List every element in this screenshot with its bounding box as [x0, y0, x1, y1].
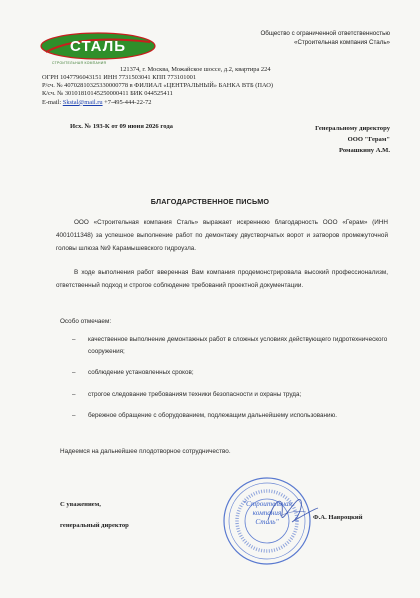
list-item — [72, 410, 390, 422]
handwritten-signature — [262, 486, 322, 536]
highlights-list — [72, 334, 390, 432]
company-name-block — [260, 30, 390, 47]
company-logo — [40, 32, 156, 60]
bullet-dash: – — [72, 369, 76, 376]
signer-position: генеральный директор — [60, 522, 129, 529]
outgoing-number: Исх. № 193-К от 09 июня 2026 года — [70, 123, 173, 130]
list-item-text: бережное обращение с оборудованием, подлежащим дальнейшему использованию. — [88, 412, 338, 419]
signature-block — [60, 494, 129, 536]
company-requisites — [42, 74, 273, 107]
ogrn-line: ОГРН 1047796043151 ИНН 7731503041 КПП 773101001 — [42, 74, 197, 81]
ks-line: К/сч. № 30101810145250000411 БИК 044525411 — [42, 90, 173, 98]
company-line-1: Общество с ограниченной ответственностью — [260, 30, 390, 37]
addressee-line-1: Генеральному директору — [315, 125, 390, 132]
list-item-text: качественное выполнение демонтажных работ в сложных условиях действующего гидротехнического сооружения; — [88, 336, 388, 355]
bullet-dash: – — [72, 390, 76, 398]
paragraph-1: ООО «Строительная компания Сталь» выражает искреннюю благодарность ООО «Герам» (ИНН 4001011348) за успешное выполнение работ по демонтажу двустворчатых ворот и затворов промежуточной головы шлюза №9 Карамышевского гидроузла. — [56, 219, 388, 252]
list-item — [72, 334, 390, 357]
company-address: 121374, г. Москва, Можайское шоссе, д.2, квартира 224 — [120, 66, 271, 73]
bullet-dash: – — [72, 412, 76, 419]
stamp-line-3: Сталь" — [255, 518, 279, 526]
paragraph-3: Особо отмечаем: — [60, 318, 112, 325]
logo-subtitle: СТРОИТЕЛЬНАЯ КОМПАНИЯ — [52, 61, 107, 65]
email-label: E-mail: — [42, 98, 63, 106]
rs-line: Р/сч. № 40702810325330000778 в ФИЛИАЛ «ЦЕНТРАЛЬНЫЙ» БАНКА ВТБ (ПАО) — [42, 82, 274, 90]
letter-title: БЛАГОДАРСТВЕННОЕ ПИСЬМО — [150, 197, 270, 206]
regards-line: С уважением, — [60, 501, 101, 508]
phone-number: +7-495-444-22-72 — [102, 98, 152, 106]
signer-name: Ф.А. Навроцкий — [313, 514, 363, 521]
addressee-block — [315, 123, 390, 156]
list-item — [72, 389, 390, 401]
closing-line: Надеемся на дальнейшее плодотворное сотрудничество. — [60, 448, 231, 455]
stamp-line-2: компания — [252, 509, 282, 517]
paragraph-2: В ходе выполнения работ вверенная Вам компания продемонстрировала высокий профессионализм, ответственный подход и строгое соблюдение требований проектной документации. — [56, 269, 388, 289]
addressee-line-2: ООО "Герам" — [347, 136, 390, 143]
stamp-line-1: "Строительная — [243, 500, 292, 508]
list-item-text: строгое следование требованиям техники безопасности и охраны труда; — [88, 390, 302, 398]
logo-text: СТАЛЬ — [70, 37, 126, 55]
addressee-line-3: Ромашкину А.М. — [339, 147, 390, 154]
bullet-dash: – — [72, 336, 76, 343]
company-line-2: «Строительная компания Сталь» — [294, 38, 390, 46]
list-item — [72, 367, 390, 379]
contact-line — [42, 99, 273, 107]
email-link[interactable]: Skstal@mail.ru — [62, 98, 103, 106]
list-item-text: соблюдение установленных сроков; — [88, 369, 194, 376]
